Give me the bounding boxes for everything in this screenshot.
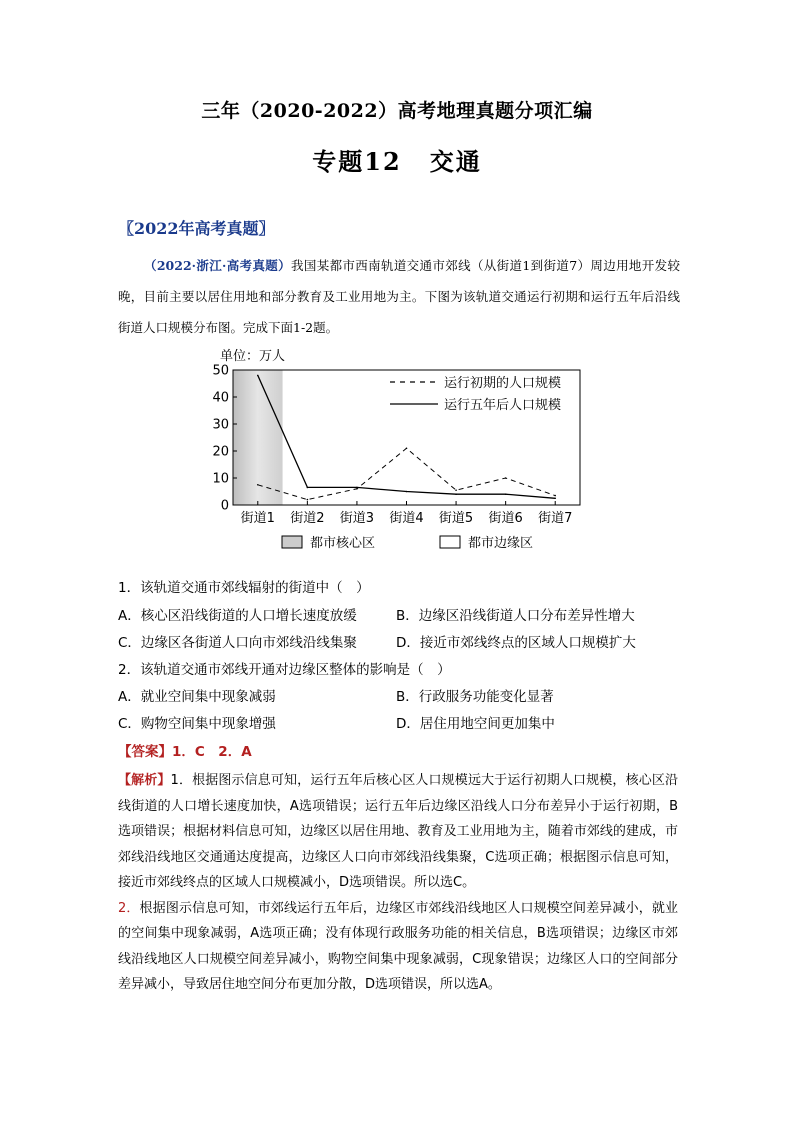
question-2-option-a: A．就业空间集中现象减弱 (118, 689, 276, 705)
answer-label: 【答案】 (118, 744, 172, 760)
x-tick-label: 街道3 (339, 511, 375, 526)
intro-source: （2022·浙江·高考真题） (144, 258, 292, 273)
x-tick-label: 街道5 (438, 511, 474, 526)
analysis-p2-number: 2． (118, 900, 140, 916)
data-point (455, 489, 457, 491)
data-point (257, 484, 259, 486)
data-point (307, 487, 309, 489)
data-point (505, 477, 507, 479)
answer-text: 1．C 2．A (172, 744, 252, 760)
question-1-option-d: D．接近市郊线终点的区域人口规模扩大 (396, 635, 636, 651)
x-tick-label: 街道7 (538, 511, 573, 526)
question-2-option-c: C．购物空间集中现象增强 (118, 716, 276, 732)
region-legend-swatch (282, 536, 302, 548)
data-point (257, 375, 259, 377)
analysis-p1: 根据图示信息可知，运行五年后核心区人口规模远大于运行初期人口规模，核心区沿线街道的人口增长速度加快，A选项错误；运行五年后边缘区沿线人口分布差异小于运行初期，B选项错误；根据材料信息可知，边缘区以居住用地、教育及工业用地为主，随着市郊线的建成，市郊线沿线地区交通通达度提高，边缘区人口向市郊线沿线集聚，C选项正确；根据图示信息可知，接近市郊线终点的区域人口规模减小，D选项错误。所以选C。 (118, 773, 678, 890)
y-tick-label: 40 (212, 390, 229, 406)
intro-paragraph (118, 250, 680, 343)
legend-label: 运行初期的人口规模 (444, 376, 562, 391)
section-heading: 〖2022年高考真题〗 (118, 219, 275, 238)
series-line-five-years (258, 375, 555, 498)
question-2-option-d: D．居住用地空间更加集中 (396, 716, 555, 732)
document-title: 三年（2020-2022）高考地理真题分项汇编 (201, 100, 593, 122)
question-1-stem: 1．该轨道交通市郊线辐射的街道中（ ） (118, 580, 370, 596)
legend-label: 运行五年后人口规模 (444, 398, 562, 413)
data-point (505, 493, 507, 495)
question-2-stem: 2．该轨道交通市郊线开通对边缘区整体的影响是（ ） (118, 662, 451, 678)
y-tick-label: 10 (212, 471, 229, 487)
analysis-block (118, 768, 678, 998)
topic-name: 交通 (429, 147, 482, 176)
question-1-option-b: B．边缘区沿线街道人口分布差异性增大 (396, 608, 635, 624)
y-tick-label: 20 (212, 444, 229, 460)
topic-number: 专题12 (312, 147, 402, 176)
intro-text: 我国某都市西南轨道交通市郊线（从街道1到街道7）周边用地开发较晚，目前主要以居住用地和部分教育及工业用地为主。下图为该轨道交通运行初期和运行五年后沿线街道人口规模分布图。完成下面1-2题。 (118, 258, 680, 335)
data-point (307, 499, 309, 501)
data-point (406, 491, 408, 493)
question-2-option-b: B．行政服务功能变化显著 (396, 689, 554, 705)
region-legend-label: 都市边缘区 (468, 536, 534, 551)
analysis-p1-number: 1． (170, 773, 193, 788)
data-point (406, 448, 408, 450)
y-unit-label: 单位：万人 (220, 349, 286, 364)
data-point (554, 495, 556, 497)
x-tick-label: 街道1 (240, 511, 275, 526)
analysis-p2: 根据图示信息可知，市郊线运行五年后，边缘区市郊线沿线地区人口规模空间差异减小，就业的空间集中现象减弱，A选项正确；没有体现行政服务功能的相关信息，B选项错误；边缘区市郊线沿线地区人口规模空间差异减小，购物空间集中现象减弱，C现象错误；边缘区人口的空间部分差异减小，导致居住地空间分布更加分散，D选项错误，所以选A。 (118, 900, 678, 992)
y-tick-label: 30 (212, 417, 229, 433)
answer-line (118, 740, 252, 760)
data-point (356, 487, 358, 489)
data-point (455, 493, 457, 495)
data-point (554, 497, 556, 499)
region-legend-label: 都市核心区 (310, 536, 376, 551)
population-line-chart (200, 340, 600, 560)
question-1-option-a: A．核心区沿线街道的人口增长速度放缓 (118, 608, 357, 624)
y-tick-label: 50 (212, 363, 229, 379)
region-legend-swatch (440, 536, 460, 548)
x-tick-label: 街道2 (290, 511, 325, 526)
y-tick-label: 0 (220, 498, 229, 514)
topic-title (0, 142, 794, 177)
x-tick-label: 街道6 (488, 511, 523, 526)
x-tick-label: 街道4 (389, 511, 424, 526)
question-1-option-c: C．边缘区各街道人口向市郊线沿线集聚 (118, 635, 357, 651)
analysis-label: 【解析】 (118, 773, 171, 788)
